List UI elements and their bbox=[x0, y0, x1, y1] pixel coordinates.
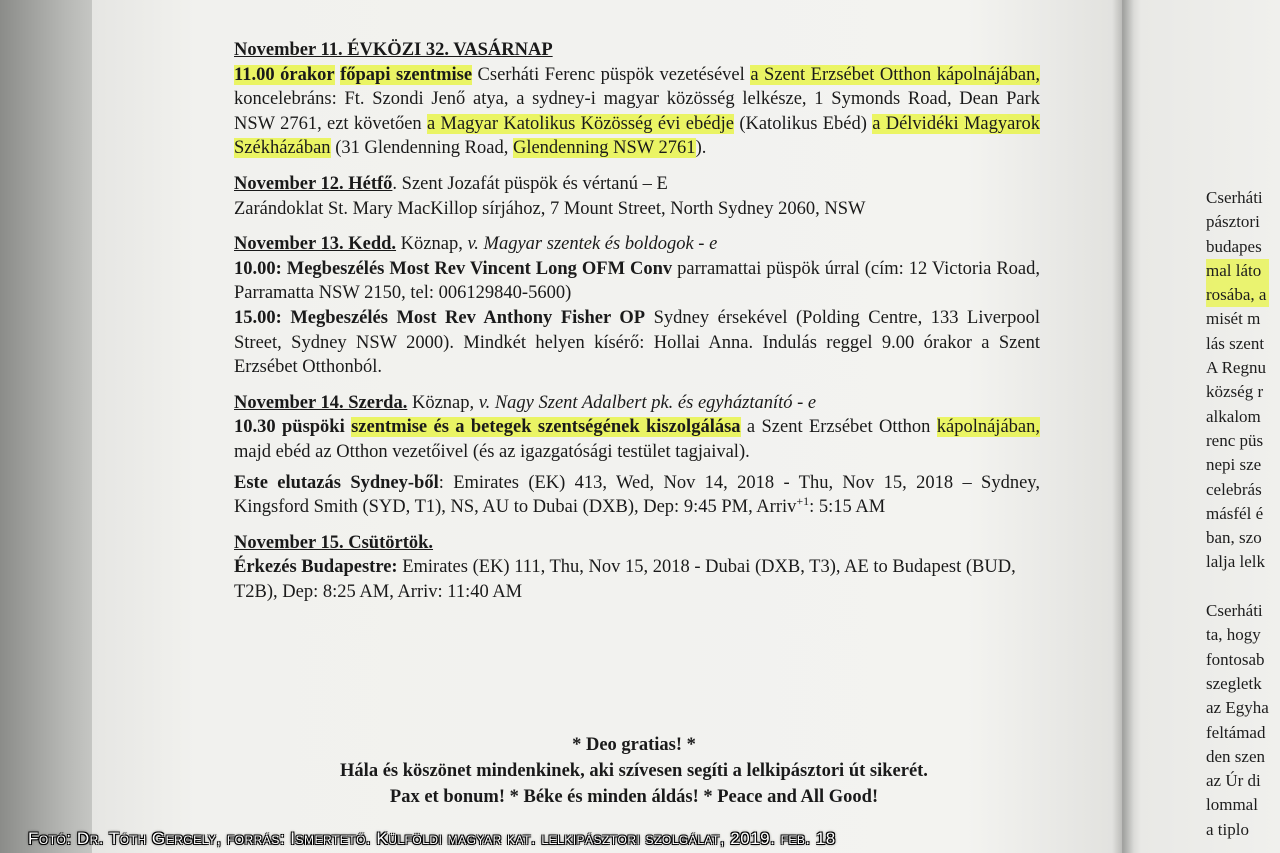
closing-line-3: Pax et bonum! * Béke és minden áldás! * Peace and All Good! bbox=[389, 787, 879, 807]
address-highlight: Glendenning NSW 2761 bbox=[512, 138, 696, 159]
right-page-text bbox=[1206, 186, 1269, 842]
right-page-line: szegletk bbox=[1206, 673, 1262, 693]
right-page-line bbox=[1206, 575, 1269, 599]
closing-line-1: * Deo gratias! * bbox=[572, 735, 696, 755]
right-page-line: renc püs bbox=[1206, 430, 1264, 450]
right-page-line: alkalom bbox=[1206, 406, 1261, 426]
lunch-highlight: a Magyar Katolikus Közösség évi ebédje bbox=[427, 113, 735, 134]
right-page-line: ban, szo bbox=[1206, 528, 1262, 548]
closing-block bbox=[234, 732, 1034, 810]
right-page-line: lalja lelk bbox=[1206, 552, 1266, 572]
right-page-line: pásztori bbox=[1206, 212, 1260, 232]
right-page-line: másfél é bbox=[1206, 503, 1264, 523]
entry-nov11-heading: November 11. ÉVKÖZI 32. VASÁRNAP bbox=[234, 40, 553, 60]
right-page-line: mal láto bbox=[1206, 259, 1269, 283]
right-page-line: celebrás bbox=[1206, 479, 1262, 499]
right-page-line: község r bbox=[1206, 382, 1264, 402]
chapel-highlight-2: kápolnájában, bbox=[936, 417, 1040, 438]
right-page-line: feltámad bbox=[1206, 722, 1266, 742]
entry-nov12-text: Zarándoklat St. Mary MacKillop sírjához, 7 Mount Street, North Sydney 2060, NSW bbox=[234, 198, 866, 219]
time-highlight: 11.00 órakor bbox=[234, 64, 335, 85]
right-page-line: nepi sze bbox=[1206, 455, 1262, 475]
right-page-line: ta, hogy bbox=[1206, 625, 1261, 645]
entry-nov14-mass: 10.30 püspöki szentmise és a betegek szentségének kiszolgálása a Szent Erzsébet Otthon kápolnájában, majd ebéd az Otthon vezetőivel (és az igazgatósági testület tagjaival). bbox=[234, 417, 1040, 462]
right-page-line: fontosab bbox=[1206, 649, 1265, 669]
entry-nov15-arrival: Érkezés Budapestre: Emirates (EK) 111, Thu, Nov 15, 2018 - Dubai (DXB, T3), AE to Budapest (BUD, T2B), Dep: 8:25 AM, Arriv: 11:40 AM bbox=[234, 557, 1016, 602]
chapel-highlight: a Szent Erzsébet Otthon kápolnájában, bbox=[750, 64, 1041, 85]
mass-highlight: főpapi szentmise bbox=[340, 64, 473, 85]
right-page-line: lás szent bbox=[1206, 333, 1265, 353]
right-page-line: a tiplo bbox=[1206, 819, 1249, 839]
right-page-line: den szen bbox=[1206, 746, 1266, 766]
right-page-line: rosába, a bbox=[1206, 283, 1269, 307]
entry-nov12-heading: November 12. Hétfő. Szent Jozafát püspök és vértanú – E bbox=[234, 173, 668, 194]
book-gutter bbox=[1112, 0, 1134, 853]
venue-highlight: a Délvidéki Magyarok Székházában bbox=[234, 113, 1041, 159]
right-page-line: az Úr di bbox=[1206, 771, 1261, 791]
entry-nov14-departure: Este elutazás Sydney-ből: Emirates (EK) 413, Wed, Nov 14, 2018 - Thu, Nov 15, 2018 – Sydney, Kingsford Smith (SYD, T1), NS, AU to Dubai (DXB), Dep: 9:45 PM, Arriv$^{+1}$: 5:15 AM bbox=[234, 472, 1040, 518]
entry-nov11-text: 11.00 órakor főpapi szentmise Cserháti Ferenc püspök vezetésével a Szent Erzsébet Otthon kápolnájában, koncelebráns: Ft. Szondi Jenő atya, a sydney-i magyar közösség lelkésze, 1 Symonds Road, Dean Park NSW 2761, ezt követően a Magyar Katolikus Közösség évi ebédje (Katolikus Ebéd) a Délvidéki Magyarok Székházában (31 Glendenning Road, Glendenning NSW 2761). bbox=[234, 64, 1041, 159]
right-page-line: az Egyha bbox=[1206, 698, 1269, 718]
schedule-content bbox=[234, 38, 1040, 604]
right-page-line: budapes bbox=[1206, 236, 1262, 256]
photo-caption: Fotó: Dr. Tóth Gergely, forrás: Ismertető. Külföldi magyar kat. lelkipásztori szolgálat, 2019. feb. 18 bbox=[28, 829, 836, 848]
right-page-line: lommal bbox=[1206, 795, 1258, 815]
entry-nov14-heading: November 14. Szerda. Köznap, v. Nagy Szent Adalbert pk. és egyháztanító - e bbox=[234, 392, 817, 413]
entry-nov13-heading: November 13. Kedd. Köznap, v. Magyar szentek és boldogok - e bbox=[234, 234, 718, 255]
right-page-line: Cserháti bbox=[1206, 188, 1263, 207]
right-page-line: misét m bbox=[1206, 309, 1261, 329]
right-page-line: A Regnu bbox=[1206, 358, 1266, 378]
closing-line-2: Hála és köszönet mindenkinek, aki szívesen segíti a lelkipásztori út sikerét. bbox=[340, 761, 928, 781]
entry-nov15-heading: November 15. Csütörtök. bbox=[234, 532, 434, 553]
right-page-line: Cserháti bbox=[1206, 601, 1263, 621]
anointing-highlight: szentmise és a betegek szentségének kiszolgálása bbox=[351, 417, 741, 438]
entry-nov13-meeting2: 15.00: Megbeszélés Most Rev Anthony Fisher OP Sydney érsekével (Polding Centre, 133 Liverpool Street, Sydney NSW 2000). Mindkét helyen kísérő: Hollai Anna. Indulás reggel 9.00 órakor a Szent Erzsébet Otthonból. bbox=[234, 307, 1040, 378]
entry-nov13-meeting1: 10.00: Megbeszélés Most Rev Vincent Long OFM Conv parramattai püspök úrral (cím: 12 Victoria Road, Parramatta NSW 2150, tel: 006129840-5600) bbox=[234, 258, 1041, 304]
